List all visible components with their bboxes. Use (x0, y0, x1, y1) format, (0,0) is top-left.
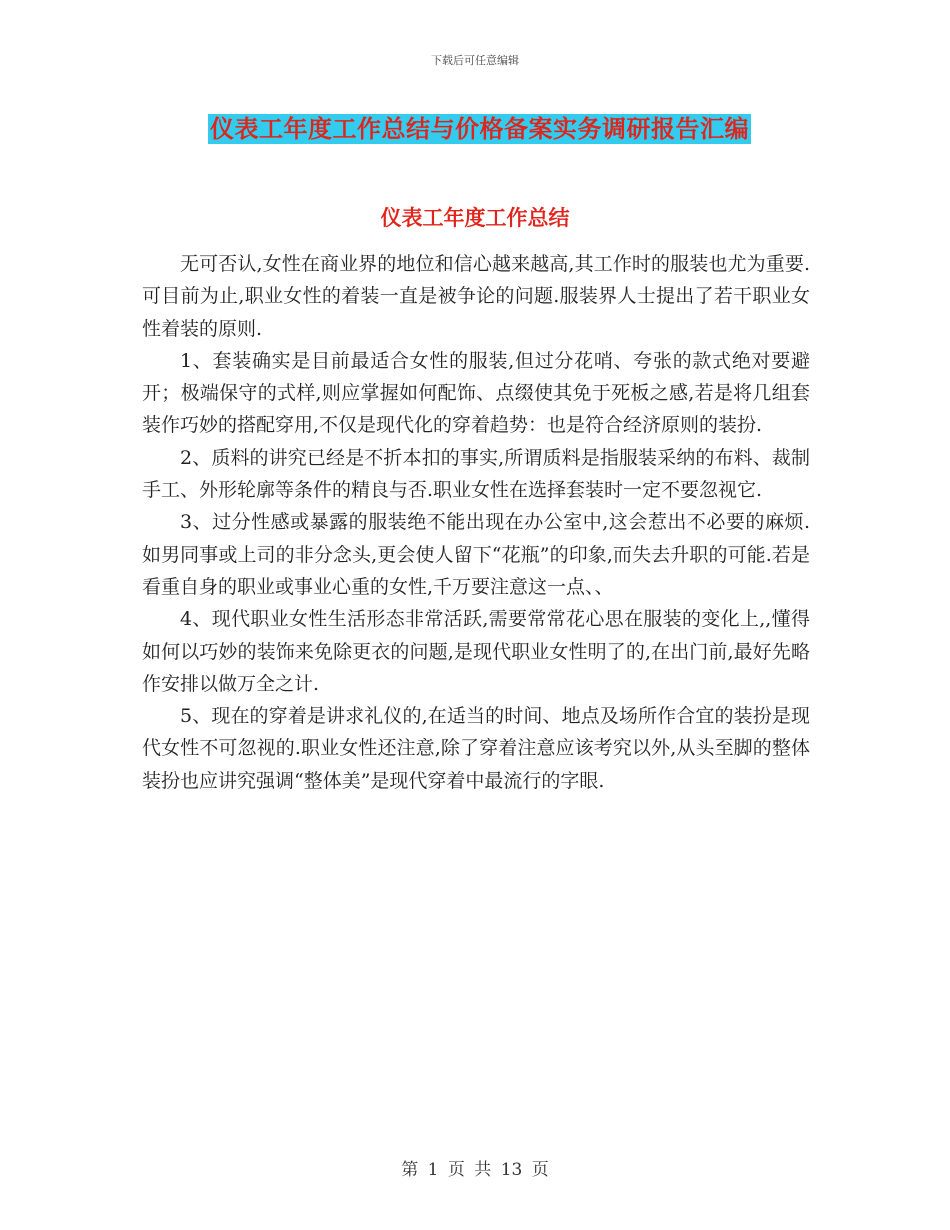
document-title: 仪表工年度工作总结与价格备案实务调研报告汇编 (210, 115, 749, 143)
paragraph-item-2: 2、质料的讲究已经是不折本扣的事实,所谓质料是指服装采纳的布料、裁制手工、外形轮廓等条件的精良与否.职业女性在选择套装时一定不要忽视它. (142, 446, 810, 502)
page-number-footer: 第 1 页 共 13 页 (401, 1160, 549, 1180)
header-note: 下载后可任意编辑 (431, 54, 519, 67)
paragraph-intro: 无可否认,女性在商业界的地位和信心越来越高,其工作时的服装也尤为重要.可目前为止,职业女性的着装一直是被争论的问题.服装界人士提出了若干职业女性着装的原则. (142, 253, 810, 340)
section-title: 仪表工年度工作总结 (380, 206, 570, 230)
document-body (142, 248, 810, 797)
paragraph-item-3: 3、过分性感或暴露的服装绝不能出现在办公室中,这会惹出不必要的麻烦.如男同事或上司的非分念头,更会使人留下“花瓶”的印象,而失去升职的可能.若是看重自身的职业或事业心重的女性,千万要注意这一点、、 (142, 511, 810, 598)
paragraph-item-5: 5、现在的穿着是讲求礼仪的,在适当的时间、地点及场所作合宜的装扮是现代女性不可忽视的.职业女性还注意,除了穿着注意应该考究以外,从头至脚的整体装扮也应讲究强调“整体美”是现代穿着中最流行的字眼. (142, 705, 810, 792)
paragraph-item-1: 1、套装确实是目前最适合女性的服装,但过分花哨、夸张的款式绝对要避开；极端保守的式样,则应掌握如何配饰、点缀使其免于死板之感,若是将几组套装作巧妙的搭配穿用,不仅是现代化的穿着趋势：也是符合经济原则的装扮. (142, 349, 810, 437)
paragraph-item-4: 4、现代职业女性生活形态非常活跃,需要常常花心思在服装的变化上,,懂得如何以巧妙的装饰来免除更衣的问题,是现代职业女性明了的,在出门前,最好先略作安排以做万全之计. (142, 608, 810, 695)
